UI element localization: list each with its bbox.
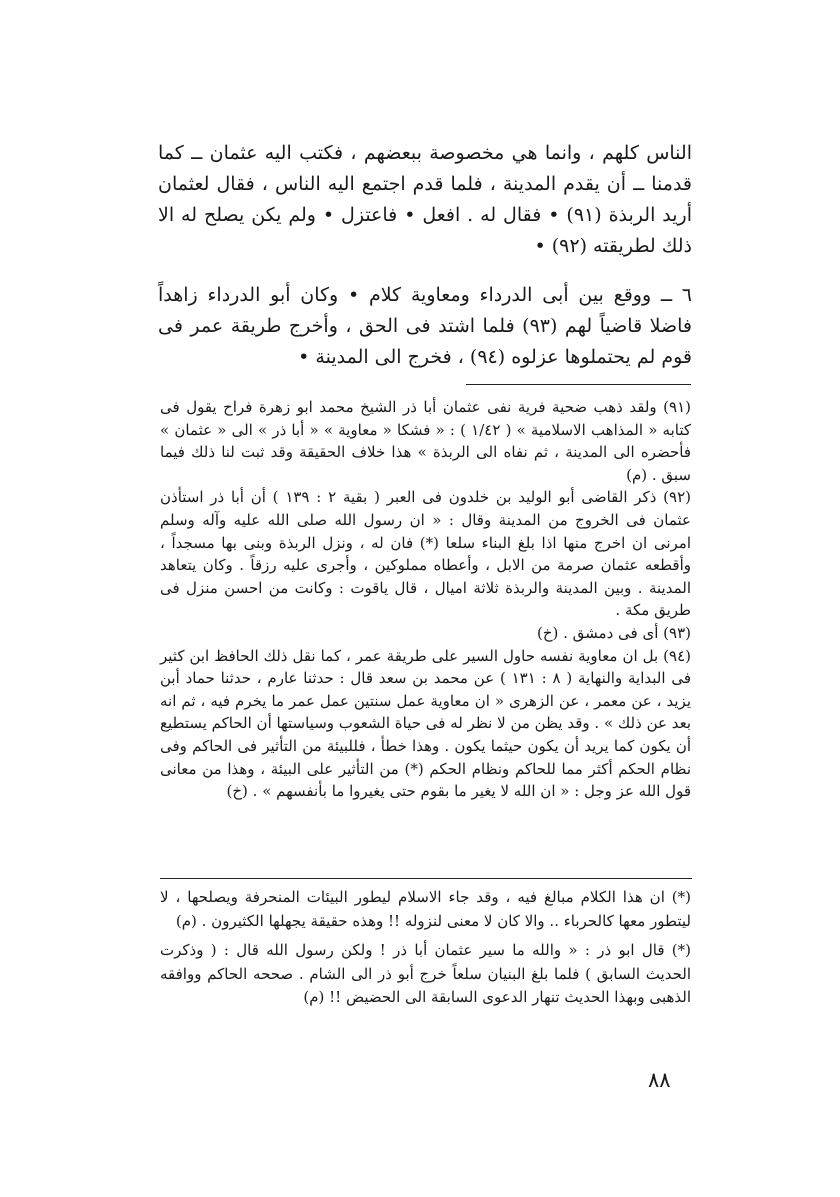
paragraph-2: ٦ ــ ووقع بين أبى الدرداء ومعاوية كلام • وكان أبو الدرداء زاهداً فاضلا قاضياً لهم (٩٣) فلما اشتد فى الحق ، وأخرج طريقة عمر فى قوم لم يحتملوها عزلوه (٩٤) ، فخرج الى المدينة • [158,284,692,368]
footnote-separator [466,384,691,385]
footnote-93: (٩٣) أى فى دمشق . (خ) [536,623,691,642]
note-2: (*) قال ابو ذر : « والله ما سير عثمان أبا ذر ! ولكن رسول الله قال : ( وذكرت الحديث السابق ) فلما بلغ البنيان سلعاً خرج أبو ذر الى الشام . صححه الحاكم ووافقه الذهبى وبهذا الحديث تنهار الدعوى السابقة الى الحضيض !! (م) [160,941,691,1006]
note-1: (*) ان هذا الكلام مبالغ فيه ، وقد جاء الاسلام ليطور البيئات المنحرفة ويصلحها ، لا ليتطور معها كالحرباء .. والا كان لا معنى لنزوله !! وهذه حقيقة يجهلها الكثيرون . (م) [160,888,691,930]
footnote-91: (٩١) ولقد ذهب ضحية فرية نفى عثمان أبا ذر الشيخ محمد ابو زهرة فراح يقول فى كتابه « المذاهب الاسلامية » ( ١/٤٢ ) : « فشكا « معاوية » « أبا ذر » الى « عثمان » فأحضره الى المدينة ، ثم نفاه الى الربذة » هذا خلاف الحقيقة وقد ثبت لنا ذلك فيما سبق . (م) [160,398,692,484]
footnotes [160,396,691,803]
main-text [158,138,692,373]
footnote-94: (٩٤) بل ان معاوية نفسه حاول السير على طريقة عمر ، كما نقل ذلك الحافظ ابن كثير فى البداية والنهاية ( ٨ : ١٣١ ) عن محمد بن سعد قال : حدثنا عارم ، حدثنا حماد أبن يزيد ، عن معمر ، عن الزهرى « ان معاوية عمل سنتين عمل عمر ما يخرم فيه ، ثم انه بعد عن ذلك » . وقد يظن من لا نظر له فى حياة الشعوب وسياستها أن الحاكم يستطيع أن يكون كما يريد أن يكون حيثما يكون . وهذا خطأ ، فللبيئة من التأثير فى الحاكم وفى نظام الحكم أكثر مما للحاكم ونظام الحكم (*) من التأثير على البيئة ، وهذا من معانى قول الله عز وجل : « ان الله لا يغير ما بقوم حتى يغيروا ما بأنفسهم » . (خ) [160,646,691,801]
notes-separator [160,878,692,879]
editor-notes [160,886,691,1010]
footnote-92: (٩٢) ذكر القاضى أبو الوليد بن خلدون فى العبر ( بقية ٢ : ١٣٩ ) أن أبا ذر استأذن عثمان فى الخروج من المدينة وقال : « ان رسول الله صلى الله عليه وآله وسلم امرنى ان اخرج منها اذا بلغ البناء سلعا (*) فان له ، ونزل الربذة وبنى بها مسجداً ، وأقطعه عثمان صرمة من الابل ، وأعطاه مملوكين ، وأجرى عليه رزقاً . وكان يتعاهد المدينة . وبين المدينة والربذة ثلاثة اميال ، قال ياقوت : وكانت من احسن منزل فى طريق مكة . [160,488,691,620]
paragraph-1: الناس كلهم ، وانما هي مخصوصة ببعضهم ، فكتب اليه عثمان ــ كما قدمنا ــ أن يقدم المدينة ، فلما قدم اجتمع اليه الناس ، فقال لعثمان أريد الربذة (٩١) • فقال له . افعل • فاعتزل • ولم يكن يصلح له الا ذلك لطريقته (٩٢) • [158,142,692,257]
page-number: ٨٨ [648,1068,671,1092]
